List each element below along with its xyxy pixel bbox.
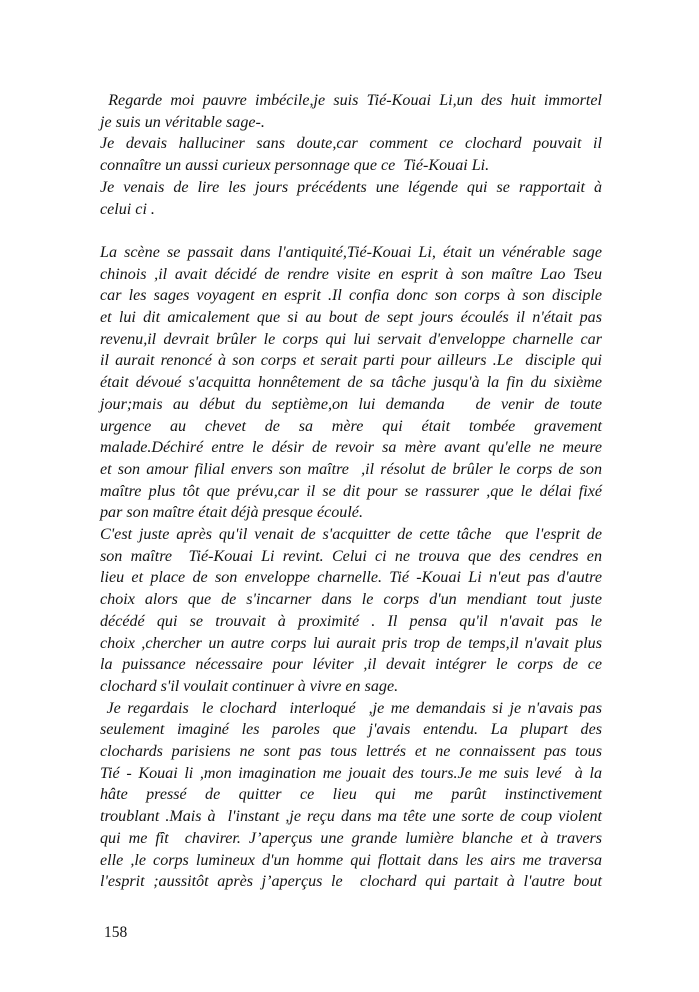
text-line: troublant .Mais à l'instant ,je reçu dans ma tête une sorte de coup violent (100, 808, 602, 826)
text-line: son maître Tié-Kouai Li revint. Celui ci ne trouva que des cendres en (100, 547, 602, 565)
text-line: qui me fît chavirer. J’aperçus une grande lumière blanche et à travers (100, 829, 602, 847)
text-line: hâte pressé de quitter ce lieu qui me parût instinctivement (100, 786, 602, 804)
page-number: 158 (104, 924, 128, 941)
text-line: jour;mais au début du septième,on lui demanda de venir de toute (100, 395, 602, 413)
text-line: et lui dit amicalement que si au bout de sept jours écoulés il n'était pas (100, 309, 602, 327)
text-line: connaître un aussi curieux personnage que ce Tié-Kouai Li. (100, 157, 490, 175)
text-line: lieu et place de son enveloppe charnelle. Tié -Kouai Li n'eut pas d'autre (100, 569, 602, 587)
text-line: était dévoué s'acquitta honnêtement de sa tâche jusqu'à la fin du sixième (100, 374, 602, 392)
text-line: Je regardais le clochard interloqué ,je me demandais si je n'avais pas (100, 699, 602, 717)
text-line: chinois ,il avait décidé de rendre visite en esprit à son maître Lao Tseu (100, 265, 602, 283)
text-line: maître plus tôt que prévu,car il se dit pour se rassurer ,que le délai fixé (100, 482, 602, 500)
text-line: la puissance nécessaire pour léviter ,il devait intégrer le corps de ce (100, 656, 602, 674)
text-line: je suis un véritable sage-. (100, 113, 265, 131)
text-line: par son maître était déjà presque écoulé. (100, 504, 363, 522)
text-line: malade.Déchiré entre le désir de revoir sa mère avant qu'elle ne meure (100, 439, 602, 457)
text-line: celui ci . (100, 200, 155, 218)
blank-line (100, 220, 602, 242)
text-line: urgence au chevet de sa mère qui était tombée gravement (100, 417, 602, 435)
text-line: choix alors que de s'incarner dans le corps d'un mendiant tout juste (100, 591, 602, 609)
text-line: choix ,chercher un autre corps lui aurait pris trop de temps,il n'avait plus (100, 634, 602, 652)
text-line: elle ,le corps lumineux d'un homme qui flottait dans les airs me traversa (100, 851, 602, 869)
text-line: l'esprit ;aussitôt après j’aperçus le clochard qui partait à l'autre bout (100, 873, 602, 891)
text-line: décédé qui se trouvait à proximité . Il pensa qu'il n'avait pas le (100, 612, 602, 630)
text-line: et son amour filial envers son maître ,il résolut de brûler le corps de son (100, 460, 602, 478)
text-line: Je devais halluciner sans doute,car comment ce clochard pouvait il (100, 135, 602, 153)
text-line: Je venais de lire les jours précédents une légende qui se rapportait à (100, 178, 602, 196)
text-line: car les sages voyagent en esprit .Il confia donc son corps à son disciple (100, 287, 602, 305)
text-line: seulement imaginé les paroles que j'avais entendu. La plupart des (100, 721, 602, 739)
text-line: clochard s'il voulait continuer à vivre en sage. (100, 677, 399, 695)
text-line: Regarde moi pauvre imbécile,je suis Tié-Kouai Li,un des huit immortel (100, 92, 602, 109)
text-line: clochards parisiens ne sont pas tous lettrés et ne connaissent pas tous (100, 743, 602, 761)
text-line: Tié - Kouai li ,mon imagination me jouait des tours.Je me suis levé à la (100, 764, 602, 782)
text-line: La scène se passait dans l'antiquité,Tié-Kouai Li, était un vénérable sage (100, 243, 602, 261)
body-text (100, 90, 602, 893)
text-line: il aurait renoncé à son corps et serait parti pour ailleurs .Le disciple qui (100, 352, 602, 370)
text-line: C'est juste après qu'il venait de s'acquitter de cette tâche que l'esprit de (100, 526, 602, 544)
text-line: revenu,il devrait brûler le corps qui lui servait d'enveloppe charnelle car (100, 330, 602, 348)
